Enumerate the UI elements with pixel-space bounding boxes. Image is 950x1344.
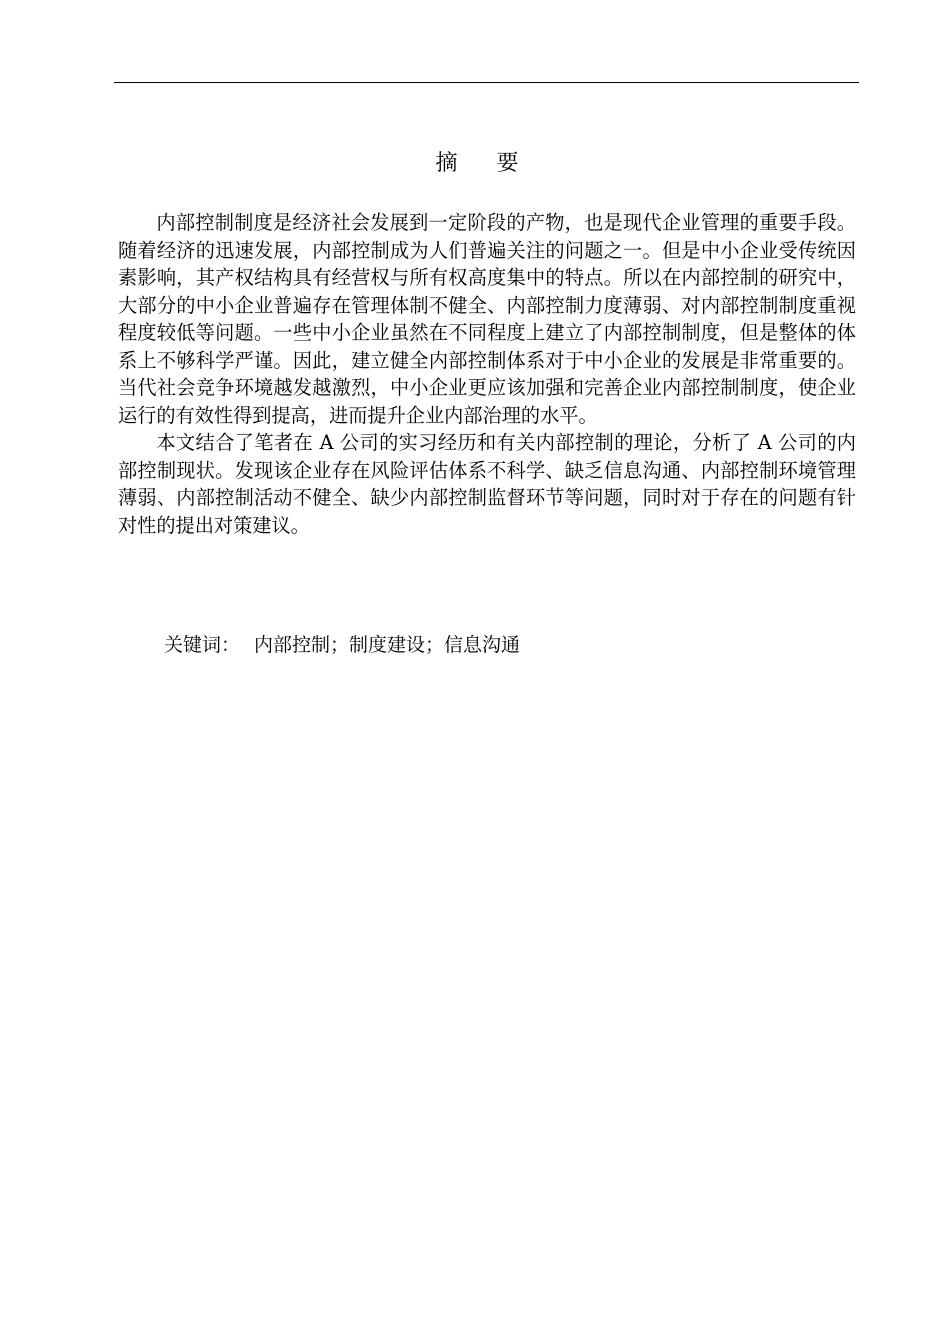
keywords-value: 内部控制；制度建设；信息沟通 xyxy=(254,634,521,656)
keywords-line xyxy=(164,630,864,660)
keywords-label: 关键词： xyxy=(164,634,241,656)
abstract-body xyxy=(118,209,856,539)
header-rule xyxy=(114,82,859,83)
abstract-title: 摘 要 xyxy=(435,151,535,176)
abstract-paragraph-1: 内部控制制度是经济社会发展到一定阶段的产物，也是现代企业管理的重要手段。随着经济的迅速发展，内部控制成为人们普遍关注的问题之一。但是中小企业受传统因素影响，其产权结构具有经营权与所有权高度集中的特点。所以在内部控制的研究中，大部分的中小企业普遍存在管理体制不健全、内部控制力度薄弱、对内部控制制度重视程度较低等问题。一些中小企业虽然在不同程度上建立了内部控制制度，但是整体的体系上不够科学严谨。因此，建立健全内部控制体系对于中小企业的发展是非常重要的。当代社会竞争环境越发越激烈，中小企业更应该加强和完善企业内部控制制度，使企业运行的有效性得到提高，进而提升企业内部治理的水平。 xyxy=(118,211,856,427)
abstract-paragraph-2: 本文结合了笔者在 A 公司的实习经历和有关内部控制的理论，分析了 A 公司的内部控制现状。发现该企业存在风险评估体系不科学、缺乏信息沟通、内部控制环境管理薄弱、内部控制活动不健全、缺少内部控制监督环节等问题，同时对于存在的问题有针对性的提出对策建议。 xyxy=(118,431,856,537)
